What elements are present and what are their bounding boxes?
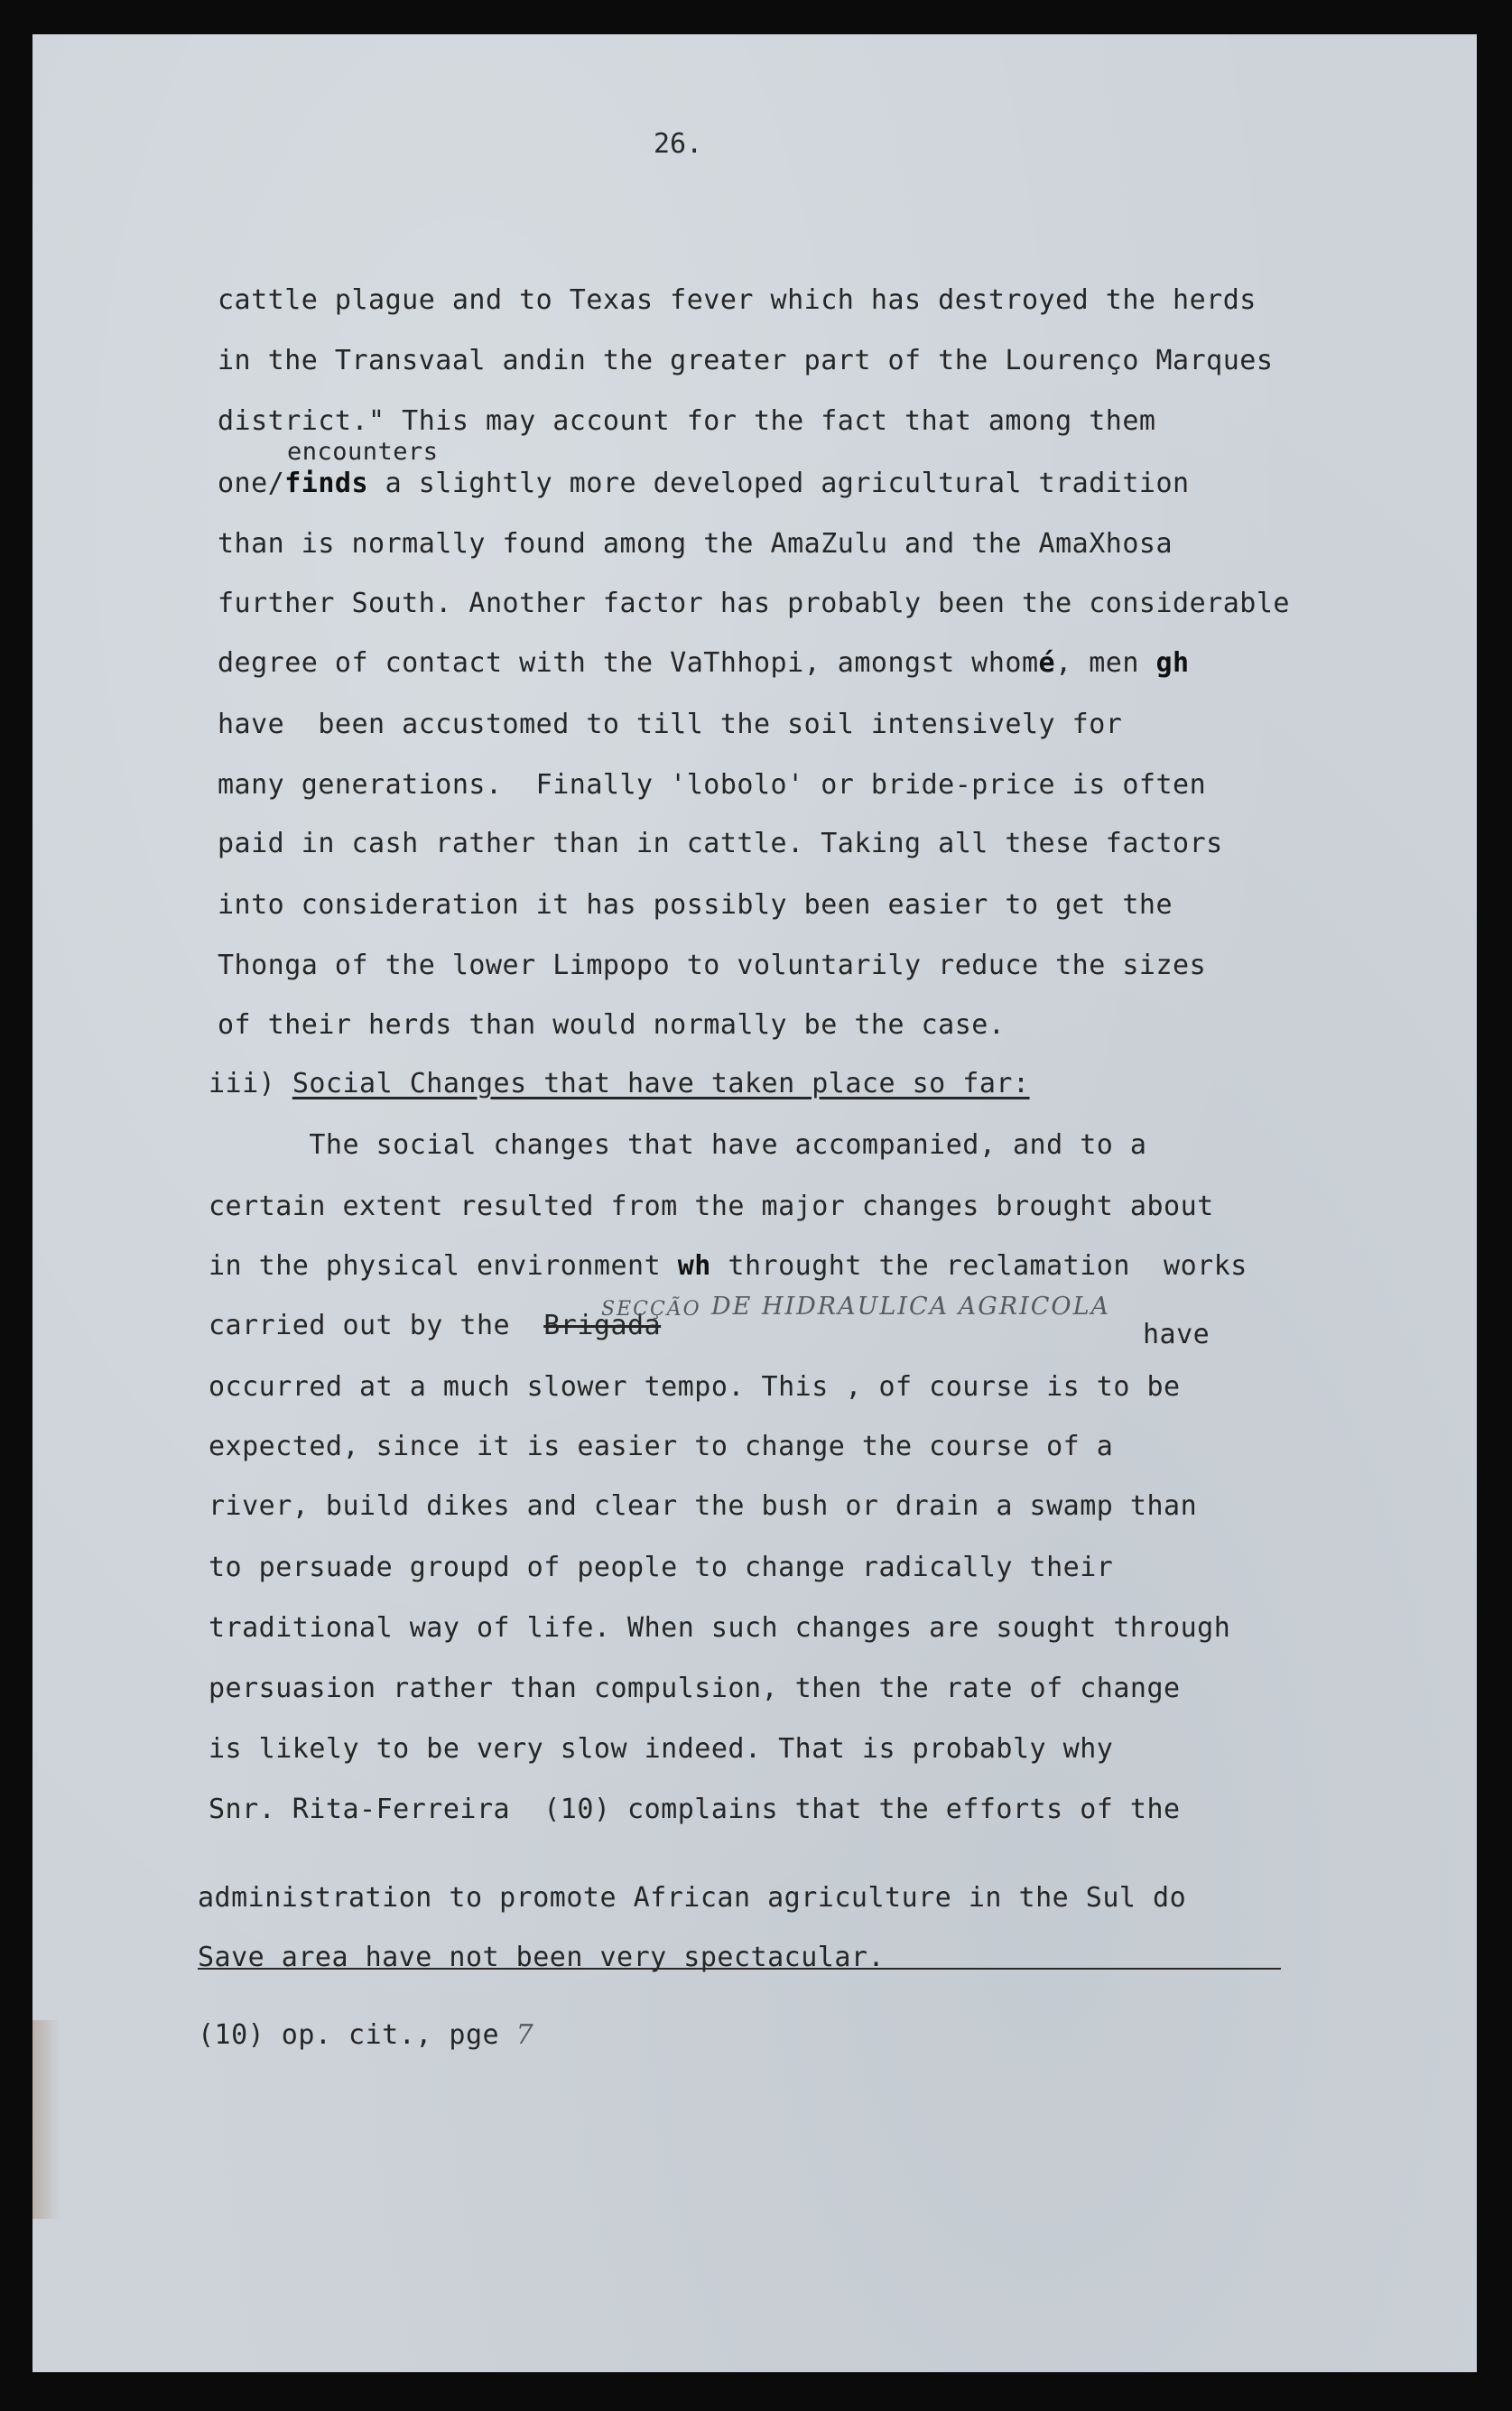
text-line-7: degree of contact with the VaThhopi, amongst whomé, men gh [218, 647, 1190, 679]
page-number: 26. [654, 128, 703, 160]
text-line-21: to persuade groupd of people to change radically their [209, 1552, 1114, 1583]
text-line-23: persuasion rather than compulsion, then the rate of change [209, 1673, 1181, 1704]
typed-insertion-encounters: encounters [287, 438, 439, 466]
paper-stain [32, 2020, 60, 2219]
text-line-22: traditional way of life. When such changes are sought through [209, 1612, 1231, 1644]
text-line-14: The social changes that have accompanied, and to a [209, 1129, 1147, 1161]
text-line-24: is likely to be very slow indeed. That is probably why [209, 1733, 1114, 1765]
text-line-20: river, build dikes and clear the bush or drain a swamp than [209, 1490, 1198, 1522]
text-line-5: than is normally found among the AmaZulu and the AmaXhosa [218, 528, 1173, 560]
text-line-13: of their herds than would normally be the case. [218, 1009, 1006, 1041]
document-page [32, 34, 1477, 2372]
text-line-12: Thonga of the lower Limpopo to voluntarily reduce the sizes [218, 950, 1207, 981]
handwritten-seccao: SECÇÃO [601, 1298, 701, 1321]
handwritten-page-ref: 7 [515, 2019, 535, 2051]
text-line-19: expected, since it is easier to change the course of a [209, 1431, 1114, 1462]
text-line-10: paid in cash rather than in cattle. Taking all these factors [218, 828, 1223, 859]
footnote: (10) op. cit., pge 7 [198, 2019, 535, 2051]
text-line-4: one/finds a slightly more developed agricultural tradition [218, 468, 1190, 499]
text-line-6: further South. Another factor has probably been the considerable [218, 588, 1290, 619]
text-line-15: certain extent resulted from the major changes brought about [209, 1191, 1214, 1222]
section-heading: iii) Social Changes that have taken place so far: [209, 1068, 1030, 1099]
text-line-18: occurred at a much slower tempo. This , of course is to be [209, 1371, 1181, 1403]
handwritten-annotation: DE HIDRAULICA AGRICOLA [711, 1293, 1110, 1321]
text-line-25: Snr. Rita-Ferreira (10) complains that the efforts of the [209, 1794, 1181, 1825]
text-line-1: cattle plague and to Texas fever which has destroyed the herds [218, 284, 1257, 316]
text-line-27: Save area have not been very spectacular. [198, 1942, 886, 1973]
text-line-2: in the Transvaal andin the greater part of the Lourenço Marques [218, 345, 1274, 376]
text-line-8: have been accustomed to till the soil intensively for [218, 709, 1123, 740]
text-line-9: many generations. Finally 'lobolo' or bride-price is often [218, 769, 1207, 801]
text-line-11: into consideration it has possibly been easier to get the [218, 889, 1173, 921]
text-line-26: administration to promote African agriculture in the Sul do [198, 1882, 1187, 1914]
text-line-17-end: have [1143, 1319, 1211, 1350]
text-line-17: carried out by the Brigada [209, 1310, 662, 1341]
struck-word: finds [284, 468, 369, 499]
text-line-3: district." This may account for the fact that among them [218, 405, 1156, 437]
text-line-16: in the physical environment wh throught the reclamation works [209, 1250, 1248, 1282]
footnote-rule [198, 1968, 1281, 1970]
